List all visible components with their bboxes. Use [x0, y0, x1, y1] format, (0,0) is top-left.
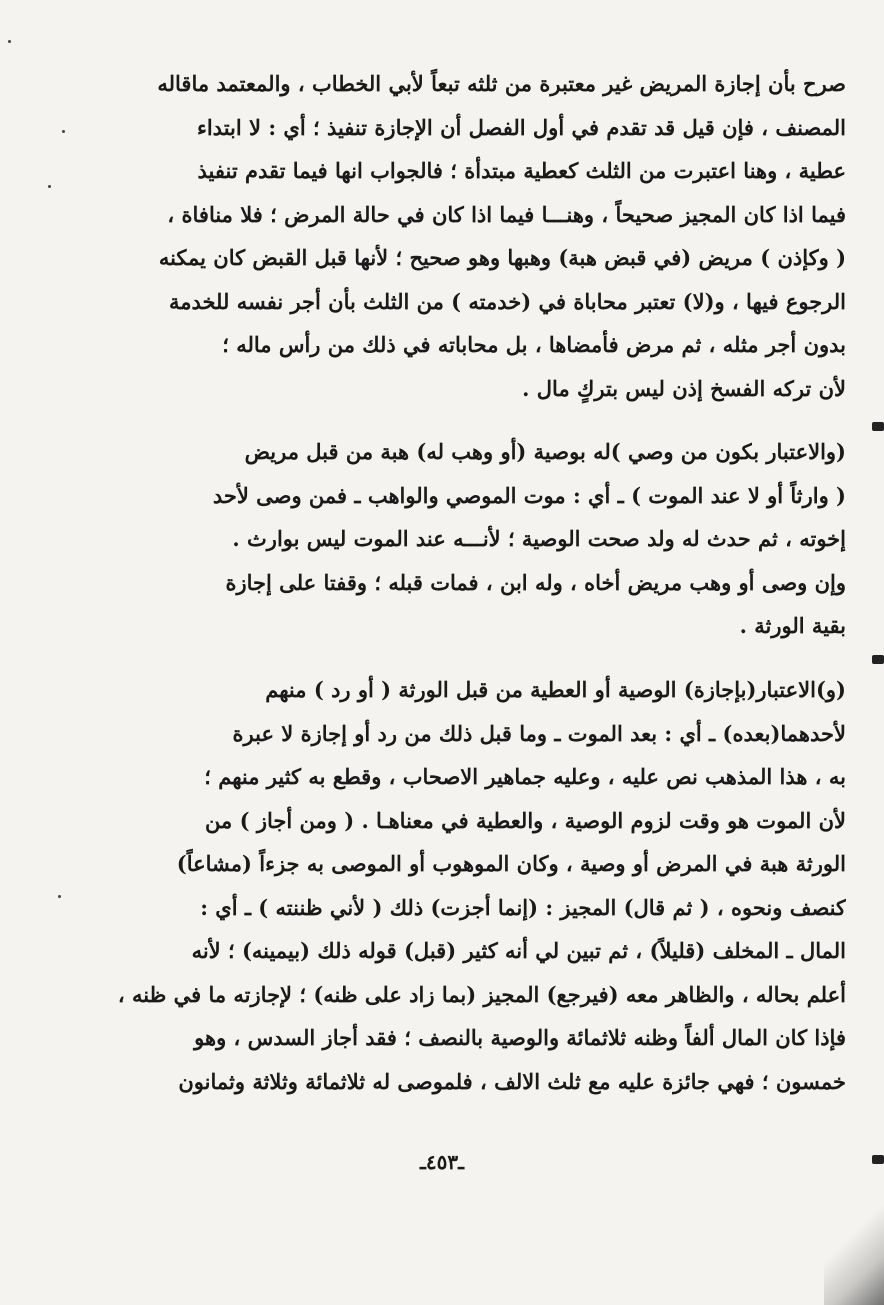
scan-edge-mark — [872, 1155, 884, 1164]
scan-edge-mark — [872, 655, 884, 664]
text-line: المال ـ المخلف (قليلاً) ، ثم تبين لي أنه كثير (قبل) قوله ذلك (بيمينه) ؛ لأنه — [191, 938, 846, 963]
text-line: وإن وصى أو وهب مريض أخاه ، وله ابن ، فمات قبله ؛ وقفتا على إجازة — [225, 569, 846, 595]
text-line: بدون أجر مثله ، ثم مرض فأمضاها ، بل محاباته في ذلك من رأس ماله ؛ — [222, 332, 846, 357]
scan-speck — [8, 40, 11, 43]
text-line: كنصف ونحوه ، ( ثم قال) المجيز : (إنما أجزت) ذلك ( لأني ظننته ) ـ أي : — [200, 894, 846, 920]
paragraph-1 — [104, 62, 846, 410]
text-line: صرح بأن إجازة المريض غير معتبرة من ثلثه تبعاً لأبي الخطاب ، والمعتمد ماقاله — [157, 71, 846, 96]
text-line: بقية الورثة . — [739, 613, 846, 638]
text-line: الرجوع فيها ، و(لا) تعتبر محاباة في (خدمته ) من الثلث بأن أجر نفسه للخدمة — [168, 288, 846, 314]
scan-speck — [58, 895, 61, 898]
text-line: خمسون ؛ فهي جائزة عليه مع ثلث الالف ، فلموصى له ثلاثمائة وثلاثة وثمانون — [178, 1068, 846, 1094]
page-corner-shadow — [824, 1195, 884, 1305]
scan-speck — [62, 130, 65, 133]
text-line: لأن تركه الفسخ إذن ليس بتركٍ مال . — [522, 375, 846, 401]
paragraph-2 — [104, 430, 846, 648]
text-line: (والاعتبار بكون من وصي )له بوصية (أو وهب له) هبة من قبل مريض — [244, 439, 846, 464]
text-line: إخوته ، ثم حدث له ولد صحت الوصية ؛ لأنـــه عند الموت ليس بوارث . — [232, 526, 846, 551]
page-number: ـ٤٥٣ـ — [420, 1150, 464, 1174]
text-line: ( وارثاً أو لا عند الموت ) ـ أي : موت الموصي والواهب ـ فمن وصى لأحد — [212, 482, 846, 508]
text-line: الورثة هبة في المرض أو وصية ، وكان الموهوب أو الموصى به جزءاً (مشاعاً) — [176, 851, 846, 876]
text-line: (و)الاعتبار(بإجازة) الوصية أو العطية من قبل الورثة ( أو رد ) منهم — [265, 677, 846, 702]
text-line: المصنف ، فإن قيل قد تقدم في أول الفصل أن الإجازة تنفيذ ؛ أي : لا ابتداء — [196, 114, 846, 140]
text-line: لأحدهما(بعده) ـ أي : بعد الموت ـ وما قبل ذلك من رد أو إجازة لا عبرة — [232, 720, 846, 746]
text-line: به ، هذا المذهب نص عليه ، وعليه جماهير الاصحاب ، وقطع به كثير منهم ؛ — [204, 764, 846, 789]
scan-speck — [48, 185, 51, 188]
text-line: فيما اذا كان المجيز صحيحاً ، وهنـــا فيما اذا كان في حالة المرض ؛ فلا منافاة ، — [167, 201, 846, 227]
text-line: لأن الموت هو وقت لزوم الوصية ، والعطية في معناهـا . ( ومن أجاز ) من — [205, 807, 846, 833]
text-line: ( وكإذن ) مريض (في قبض هبة) وهبها وهو صحيح ؛ لأنها قبل القبض كان يمكنه — [158, 245, 846, 270]
scan-edge-mark — [872, 422, 884, 431]
text-line: فإذا كان المال ألفاً وظنه ثلاثمائة والوصية بالنصف ؛ فقد أجاز السدس ، وهو — [194, 1025, 846, 1050]
text-line: عطية ، وهنا اعتبرت من الثلث كعطية مبتدأة ؛ فالجواب انها فيما تقدم تنفيذ — [197, 158, 846, 183]
text-line: أعلم بحاله ، والظاهر معه (فيرجع) المجيز (بما زاد على ظنه) ؛ لإجازته ما في ظنه ، — [117, 981, 846, 1007]
paragraph-3 — [104, 668, 846, 1103]
